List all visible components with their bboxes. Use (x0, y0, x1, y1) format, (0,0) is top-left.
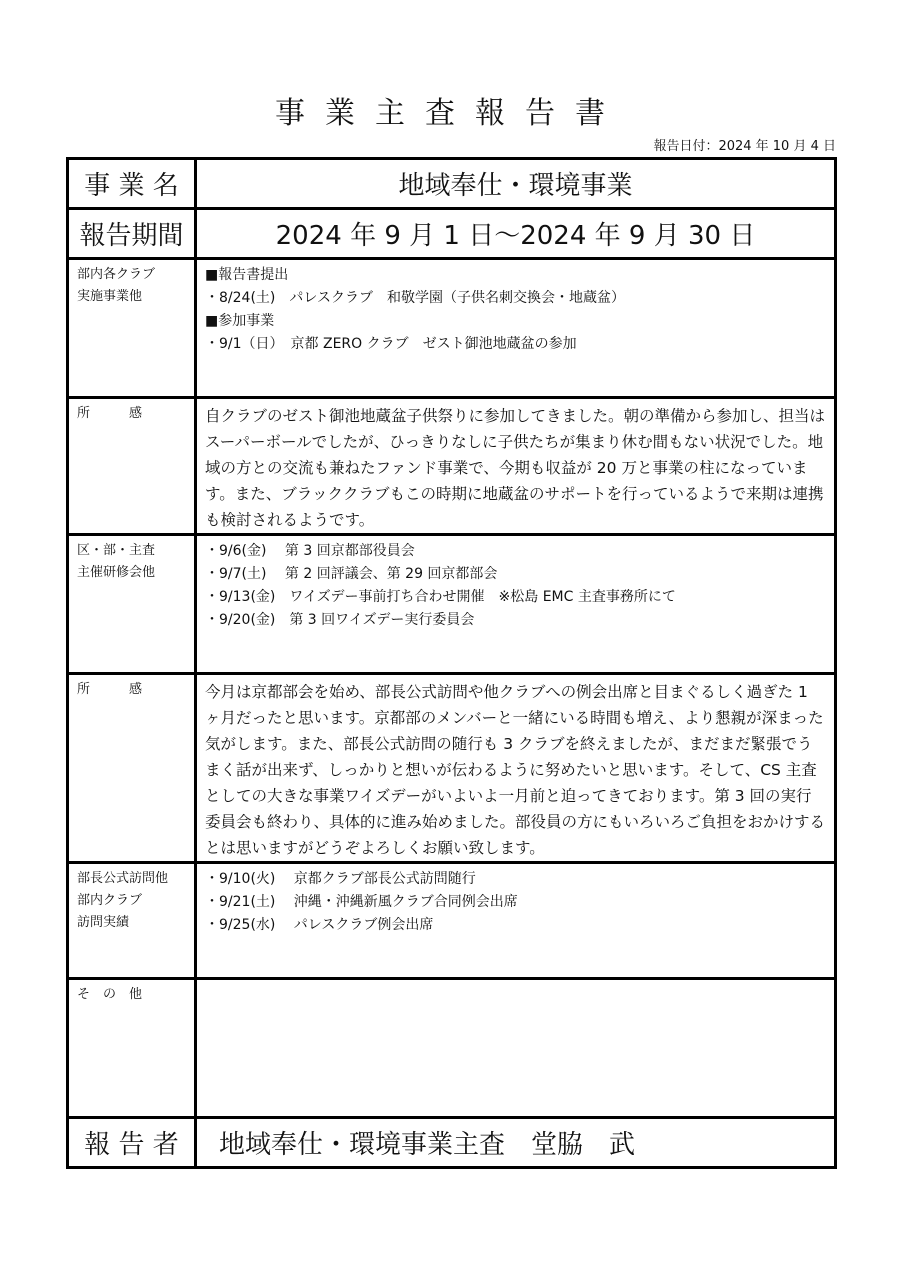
list-item: ■参加事業 (205, 313, 275, 329)
list-item: ■報告書提出 (205, 267, 289, 283)
clubs-label-line2: 実施事業他 (77, 289, 143, 304)
other-content (196, 979, 836, 1118)
visits-label-line1: 部長公式訪問他 (77, 871, 169, 886)
business-name-label: 事 業 名 (68, 159, 196, 209)
district-label (68, 535, 196, 674)
visits-label (68, 863, 196, 979)
reporter-value: 地域奉仕・環境事業主査 堂脇 武 (196, 1118, 836, 1168)
clubs-label (68, 259, 196, 398)
clubs-row (68, 259, 836, 398)
period-row (68, 209, 836, 259)
district-row (68, 535, 836, 674)
clubs-content (196, 259, 836, 398)
reporter-row (68, 1118, 836, 1168)
document-title: 事業主査報告書 (275, 96, 625, 131)
reporter-label: 報 告 者 (68, 1118, 196, 1168)
visits-label-line2: 部内クラブ (77, 893, 143, 908)
list-item: ・9/21(土) 沖縄・沖縄新風クラブ合同例会出席 (205, 894, 518, 910)
other-label: そ の 他 (68, 979, 196, 1118)
report-table (66, 157, 837, 1169)
list-item: ・8/24(土) パレスクラブ 和敬学園（子供名刺交換会・地蔵盆） (205, 290, 625, 306)
list-item: ・9/6(金) 第 3 回京都部役員会 (205, 543, 415, 559)
list-item: ・9/7(土) 第 2 回評議会、第 29 回京都部会 (205, 566, 498, 582)
period-value: 2024 年 9 月 1 日〜2024 年 9 月 30 日 (196, 209, 836, 259)
list-item: ・9/25(水) パレスクラブ例会出席 (205, 917, 434, 933)
period-label: 報告期間 (68, 209, 196, 259)
impression-1-row (68, 398, 836, 535)
district-content (196, 535, 836, 674)
impression-1-label: 所 感 (68, 398, 196, 535)
visits-row (68, 863, 836, 979)
visits-label-line3: 訪問実績 (77, 915, 130, 930)
clubs-label-line1: 部内各クラブ (77, 267, 156, 282)
impression-2-text: 今月は京都部会を始め、部長公式訪問や他クラブへの例会出席と目まぐるしく過ぎた 1 ヶ月だったと思います。京都部のメンバーと一緒にいる時間も増え、より懇親が深まった気がします。また、部長公式訪問の随行も 3 クラブを終えましたが、まだまだ緊張でうまく話が出来ず、しっかりと想いが伝わるように努めたいと思います。そして、CS 主査としての大きな事業ワイズデーがいよいよ一月前と迫ってきております。第 3 回の実行委員会も終わり、具体的に進み始めました。部役員の方にもいろいろご負担をおかけするとは思いますがどうぞよろしくお願い致します。 (196, 674, 836, 863)
report-date: 報告日付：2024 年 10 月 4 日 (653, 139, 836, 154)
list-item: ・9/1（日） 京都 ZERO クラブ ゼスト御池地蔵盆の参加 (205, 336, 577, 352)
visits-content (196, 863, 836, 979)
other-row (68, 979, 836, 1118)
impression-2-row (68, 674, 836, 863)
list-item: ・9/10(火) 京都クラブ部長公式訪問随行 (205, 871, 476, 887)
business-name-value: 地域奉仕・環境事業 (196, 159, 836, 209)
list-item: ・9/13(金) ワイズデー事前打ち合わせ開催 ※松島 EMC 主査事務所にて (205, 589, 676, 605)
business-name-row (68, 159, 836, 209)
list-item: ・9/20(金) 第 3 回ワイズデー実行委員会 (205, 612, 475, 628)
district-label-line2: 主催研修会他 (77, 565, 156, 580)
impression-1-text: 自クラブのゼスト御池地蔵盆子供祭りに参加してきました。朝の準備から参加し、担当はスーパーボールでしたが、ひっきりなしに子供たちが集まり休む間もない状況でした。地域の方との交流も兼ねたファンド事業で、今期も収益が 20 万と事業の柱になっています。また、ブラッククラブもこの時期に地蔵盆のサポートを行っているようで来期は連携も検討されるようです。 (196, 398, 836, 535)
impression-2-label: 所 感 (68, 674, 196, 863)
district-label-line1: 区・部・主査 (77, 543, 156, 558)
